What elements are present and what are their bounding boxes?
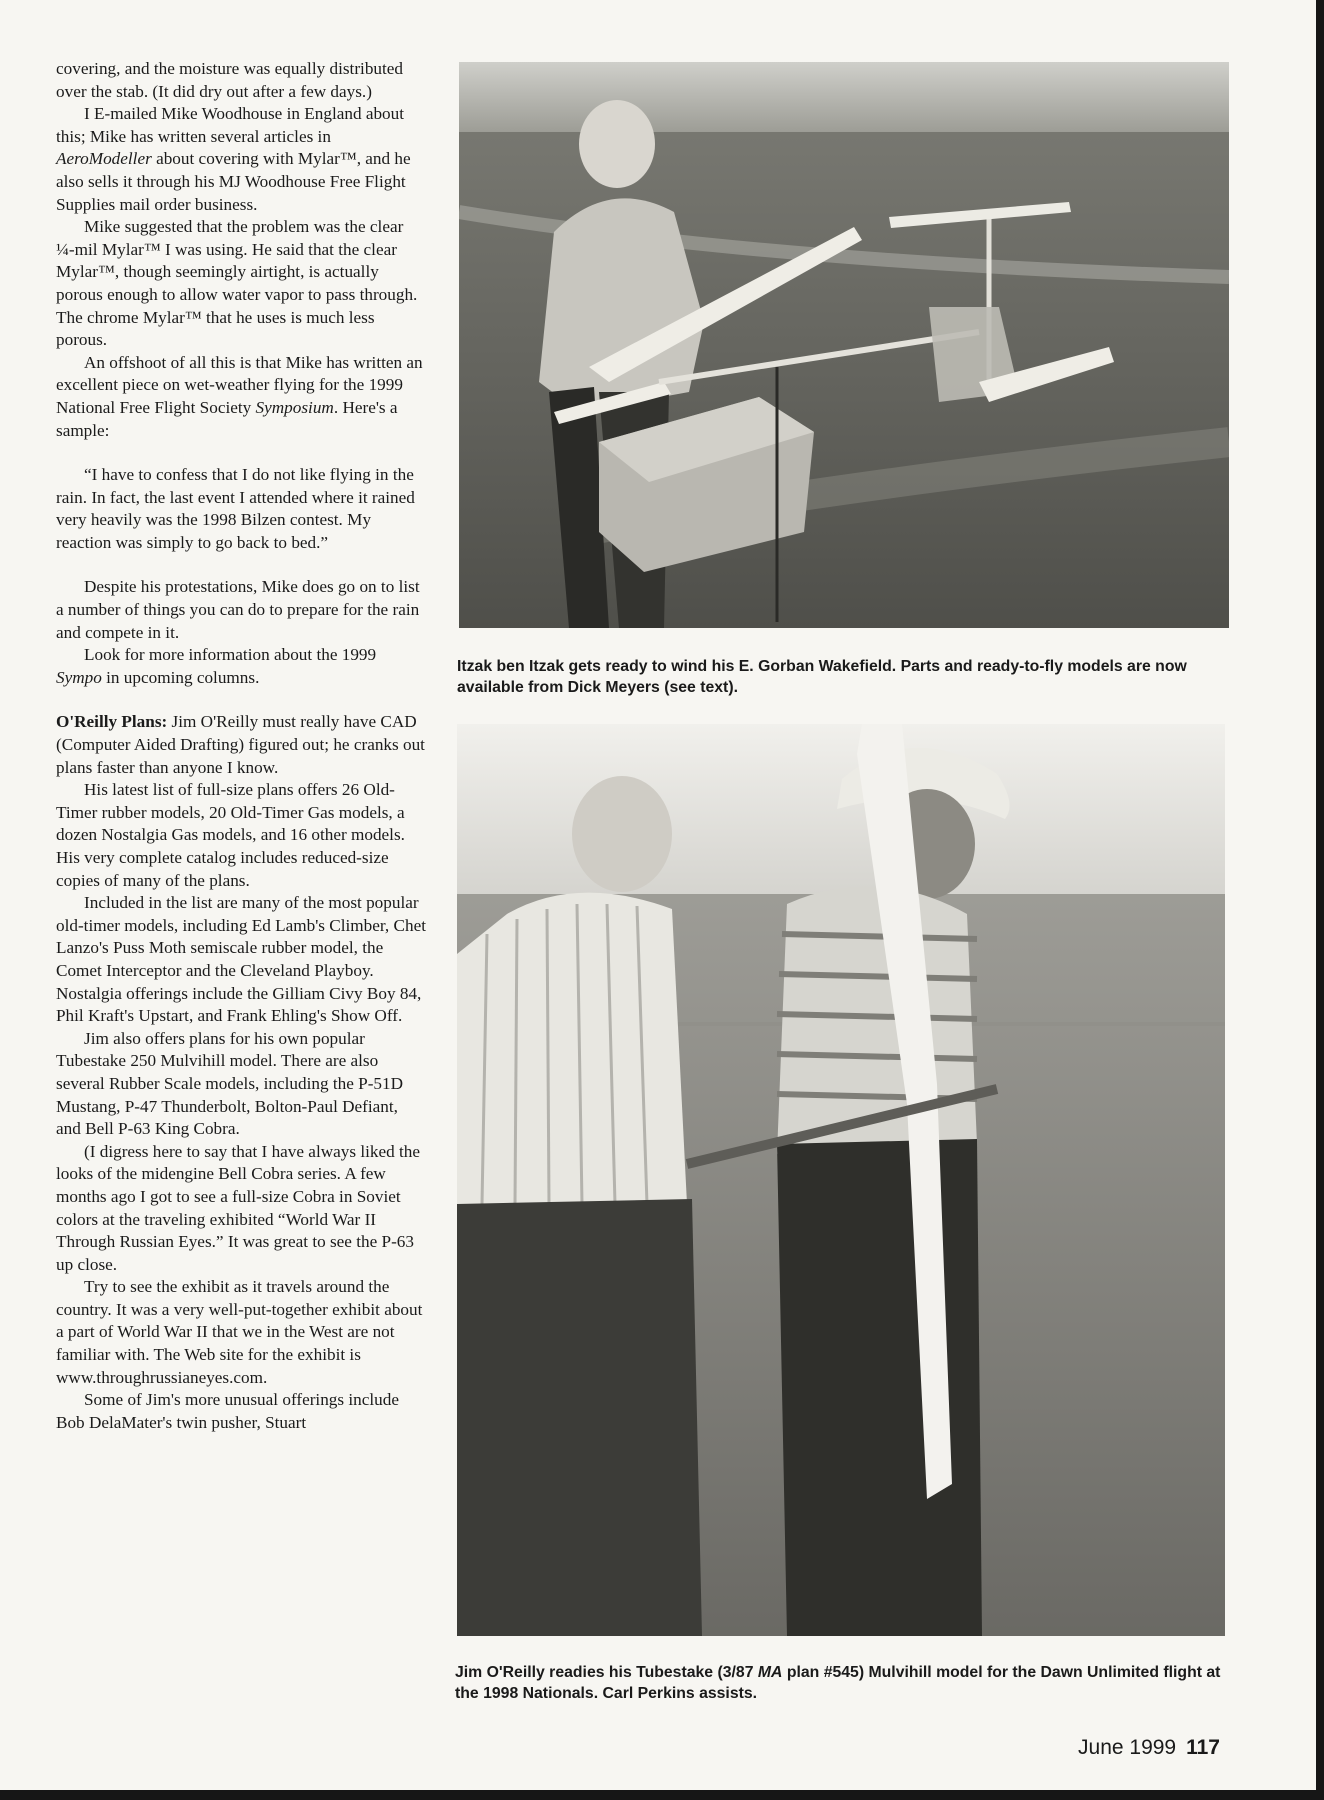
paragraph: Some of Jim's more unusual offerings include Bob DelaMater's twin pusher, Stuart xyxy=(56,1390,399,1432)
paragraph: Included in the list are many of the most popular old-timer models, including Ed Lamb's Climber, Chet Lanzo's Puss Moth semiscale rubber model, the Comet Interceptor and the Cleveland Playboy. Nostalgia offerings include the Gilliam Civy Boy 84, Phil Kraft's Upstart, and Frank Ehling's Show Off. xyxy=(56,893,426,1026)
scan-edge-bottom xyxy=(0,1790,1324,1800)
page-footer xyxy=(1078,1736,1220,1760)
photo-itzak-wakefield xyxy=(459,62,1229,628)
page-number: 117 xyxy=(1186,1736,1220,1759)
paragraph: His latest list of full-size plans offers 26 Old-Timer rubber models, 20 Old-Timer Gas models, a dozen Nostalgia Gas models, and 16 other models. His very complete catalog includes reduced-size copies of many of the plans. xyxy=(56,780,405,890)
paragraph: Jim also offers plans for his own popular Tubestake 250 Mulvihill model. There are also several Rubber Scale models, including the P-51D Mustang, P-47 Thunderbolt, Bolton-Paul Defiant, and Bell P-63 King Cobra. xyxy=(56,1028,404,1139)
paragraph: Try to see the exhibit as it travels around the country. It was a very well-put-together exhibit about a part of World War II that we in the West are not familiar with. The Web site for the exhibit is www.throughrussianeyes.com. xyxy=(56,1277,423,1387)
paragraph: Mike suggested that the problem was the clear ¼-mil Mylar™ I was using. He said that the clear Mylar™, though seemingly airtight, is actually porous enough to allow water vapor to pass through. The chrome Mylar™ that he uses is much less porous. xyxy=(56,217,418,350)
paragraph: An offshoot of all this is that Mike has written an excellent piece on wet-weather flying for the 1999 National Free Flight Society Symposium. Here's a sample: xyxy=(56,352,423,440)
issue-date: June 1999 xyxy=(1078,1736,1177,1759)
section-paragraph: O'Reilly Plans: Jim O'Reilly must really have CAD (Computer Aided Drafting) figured out; he cranks out plans faster than anyone I know. xyxy=(56,712,425,777)
magazine-title: AeroModeller xyxy=(56,149,152,169)
photo-caption-bottom: Jim O'Reilly readies his Tubestake (3/87 MA plan #545) Mulvihill model for the Dawn Unlimited flight at the 1998 Nationals. Carl Perkins assists. xyxy=(455,1664,1221,1702)
photo-oreilly-tubestake xyxy=(457,724,1225,1636)
paragraph: Despite his protestations, Mike does go on to list a number of things you can do to prepare for the rain and compete in it. xyxy=(56,577,420,642)
publication-title: Symposium xyxy=(255,397,334,417)
scan-edge-right xyxy=(1316,0,1324,1800)
article-text-column xyxy=(56,58,426,1434)
paragraph: I E-mailed Mike Woodhouse in England about this; Mike has written several articles in AeroModeller about covering with Mylar™, and he also sells it through his MJ Woodhouse Free Flight Supplies mail order business. xyxy=(56,104,411,214)
publication-title: Sympo xyxy=(56,667,102,687)
block-quote: “I have to confess that I do not like flying in the rain. In fact, the last event I attended where it rained very heavily was the 1998 Bilzen contest. My reaction was simply to go back to bed.” xyxy=(56,465,415,552)
paragraph: Look for more information about the 1999 Sympo in upcoming columns. xyxy=(56,645,377,687)
paragraph: covering, and the moisture was equally distributed over the stab. (It did dry out after a few days.) xyxy=(56,59,404,101)
paragraph: (I digress here to say that I have always liked the looks of the midengine Bell Cobra series. A few months ago I got to see a full-size Cobra in Soviet colors at the traveling exhibited “World War II Through Russian Eyes.” It was great to see the P-63 up close. xyxy=(56,1141,420,1274)
section-heading: O'Reilly Plans: xyxy=(56,712,168,732)
magazine-abbrev: MA xyxy=(757,1664,783,1681)
photo-caption-top: Itzak ben Itzak gets ready to wind his E. Gorban Wakefield. Parts and ready-to-fly models are now available from Dick Meyers (see text). xyxy=(457,658,1187,696)
